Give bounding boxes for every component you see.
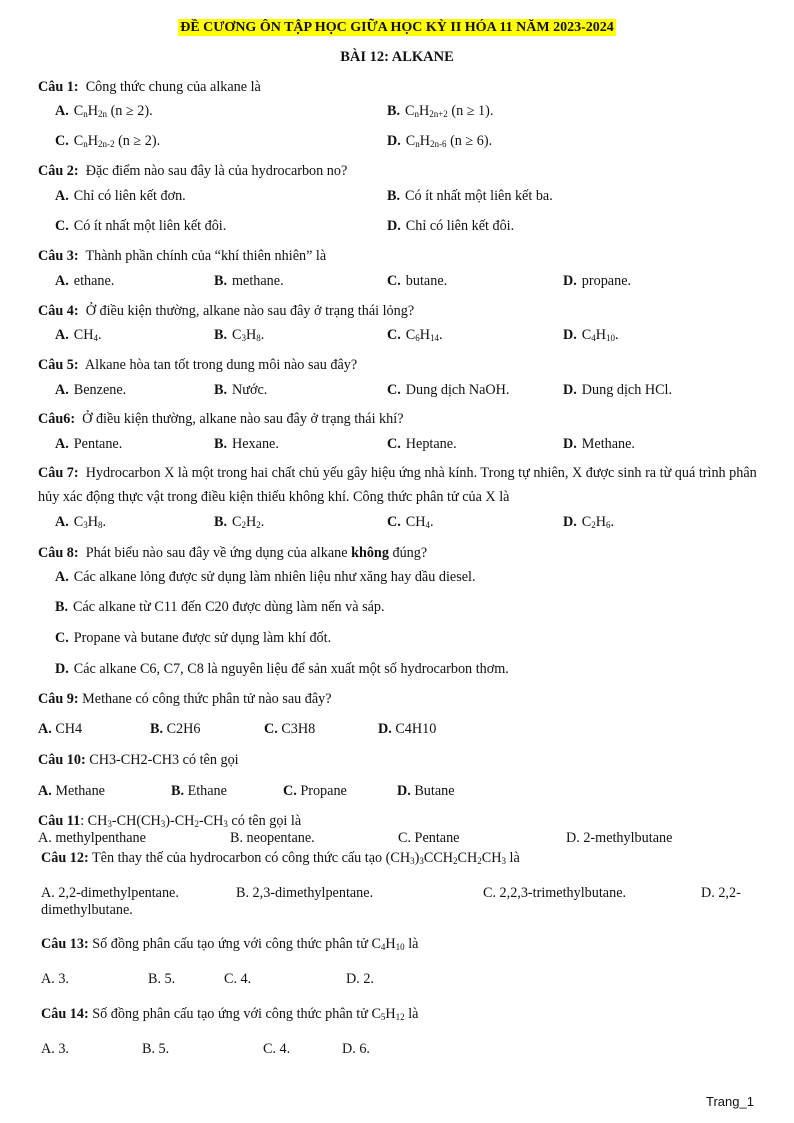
q3-option-a: A. ethane. [55, 273, 115, 289]
q10-option-c: C. Propane [283, 783, 347, 799]
question-4: Câu 4: Ở điều kiện thường, alkane nào sau đây ở trạng thái lỏng? [38, 303, 415, 319]
q1-option-a: A. $C_nH_{2n}$ (n ≥ 2). [55, 103, 153, 119]
q10-option-a: A. Methane [38, 783, 105, 799]
q2-option-c: C. Có ít nhất một liên kết đôi. [55, 218, 227, 234]
q11-option-a: A. methylpenthane [38, 830, 146, 846]
q5-option-b: B. Nước. [214, 382, 268, 398]
q14-option-c: C. 4. [263, 1041, 291, 1057]
q14-option-b: B. 5. [142, 1041, 170, 1057]
q7-option-b: B. $C_2H_2$. [214, 514, 265, 530]
q9-option-b: B. C2H6 [150, 721, 201, 737]
q4-option-d: D. $C_4H_{10}$. [563, 327, 619, 343]
q12-option-a: A. 2,2-dimethylpentane. [41, 885, 179, 901]
q7-option-d: D. $C_2H_6$. [563, 514, 615, 530]
question-8: Câu 8: Phát biểu nào sau đây về ứng dụng của alkane không đúng? [38, 545, 428, 561]
q2-option-a: A. Chỉ có liên kết đơn. [55, 188, 186, 204]
q2-option-d: D. Chỉ có liên kết đôi. [387, 218, 515, 234]
q11-option-b: B. neopentane. [230, 830, 315, 846]
q8-option-a: A. Các alkane lỏng được sử dụng làm nhiên liệu như xăng hay dầu diesel. [55, 569, 476, 585]
q7-option-a: A. $C_3H_8$. [55, 514, 107, 530]
q2-option-b: B. Có ít nhất một liên kết ba. [387, 188, 553, 204]
q3-option-d: D. propane. [563, 273, 632, 289]
question-6: Câu6: Ở điều kiện thường, alkane nào sau đây ở trạng thái khí? [38, 411, 404, 427]
q13-option-c: C. 4. [224, 971, 252, 987]
q6-option-c: C. Heptane. [387, 436, 457, 452]
question-11: Câu 11: $CH_3-CH(CH_3)-CH_2-CH_3$ có tên gọi là [38, 813, 302, 829]
q3-option-c: C. butane. [387, 273, 448, 289]
q12-option-b: B. 2,3-dimethylpentane. [236, 885, 374, 901]
question-10: Câu 10: CH3-CH2-CH3 có tên gọi [38, 752, 239, 768]
q10-option-d: D. Butane [397, 783, 455, 799]
q5-option-c: C. Dung dịch NaOH. [387, 382, 510, 398]
q13-option-d: D. 2. [346, 971, 374, 987]
q10-option-b: B. Ethane [171, 783, 227, 799]
q8-option-c: C. Propane và butane được sử dụng làm khí đốt. [55, 630, 332, 646]
document-title: ĐỀ CƯƠNG ÔN TẬP HỌC GIỮA HỌC KỲ II HÓA 11 NĂM 2023-2024 [180, 20, 614, 35]
q6-option-b: B. Hexane. [214, 436, 279, 452]
q9-option-a: A. CH4 [38, 721, 83, 737]
q9-option-d: D. C4H10 [378, 721, 437, 737]
q1-option-b: B. $C_nH_{2n+2}$ (n ≥ 1). [387, 103, 494, 119]
q14-option-a: A. 3. [41, 1041, 69, 1057]
q9-option-c: C. C3H8 [264, 721, 316, 737]
question-1: Câu 1: Công thức chung của alkane là [38, 79, 261, 95]
page-number: Trang_1 [706, 1094, 754, 1109]
question-7: Câu 7: Hydrocarbon X là một trong hai chất chủ yếu gây hiệu ứng nhà kính. Trong tự nhiên, X được sinh ra từ quá trình phân hủy xác động thực vật trong điều kiện thiếu không khí. Công thức phân tử của X là [38, 465, 757, 505]
lesson-title: BÀI 12: ALKANE [340, 49, 454, 65]
q11-option-d: D. 2-methylbutane [566, 830, 673, 846]
q5-option-d: D. Dung dịch HCl. [563, 382, 673, 398]
q1-option-d: D. $C_nH_{2n-6}$ (n ≥ 6). [387, 133, 493, 149]
q12-option-d: D. 2,2-dimethylbutane. [41, 885, 741, 918]
q6-option-a: A. Pentane. [55, 436, 123, 452]
q4-option-a: A. $CH_4$. [55, 327, 102, 343]
q12-option-c: C. 2,2,3-trimethylbutane. [483, 885, 627, 901]
question-5: Câu 5: Alkane hòa tan tốt trong dung môi nào sau đây? [38, 357, 358, 373]
q1-option-c: C. $C_nH_{2n-2}$ (n ≥ 2). [55, 133, 161, 149]
question-12: Câu 12: Tên thay thế của hydrocarbon có công thức cấu tạo $(CH_3)_3CCH_2CH_2CH_3$ là [41, 850, 520, 866]
question-3: Câu 3: Thành phần chính của “khí thiên nhiên” là [38, 248, 327, 264]
q3-option-b: B. methane. [214, 273, 284, 289]
q5-option-a: A. Benzene. [55, 382, 127, 398]
q13-option-b: B. 5. [148, 971, 176, 987]
q11-option-c: C. Pentane [398, 830, 460, 846]
q6-option-d: D. Methane. [563, 436, 635, 452]
question-2: Câu 2: Đặc điểm nào sau đây là của hydrocarbon no? [38, 163, 348, 179]
q8-option-b: B. Các alkane từ C11 đến C20 được dùng làm nến và sáp. [55, 599, 385, 615]
q4-option-b: B. $C_3H_8$. [214, 327, 265, 343]
question-13: Câu 13: Số đồng phân cấu tạo ứng với công thức phân tử $C_4H_{10}$ là [41, 936, 419, 952]
q8-option-d: D. Các alkane C6, C7, C8 là nguyên liệu để sản xuất một số hydrocarbon thơm. [55, 661, 509, 677]
question-9: Câu 9: Methane có công thức phân tử nào sau đây? [38, 691, 332, 707]
q4-option-c: C. $C_6H_{14}$. [387, 327, 443, 343]
q14-option-d: D. 6. [342, 1041, 370, 1057]
q12-option-d-wrap [41, 885, 761, 919]
question-14: Câu 14: Số đồng phân cấu tạo ứng với công thức phân tử $C_5H_{12}$ là [41, 1006, 419, 1022]
q13-option-a: A. 3. [41, 971, 69, 987]
q7-option-c: C. $CH_4$. [387, 514, 434, 530]
